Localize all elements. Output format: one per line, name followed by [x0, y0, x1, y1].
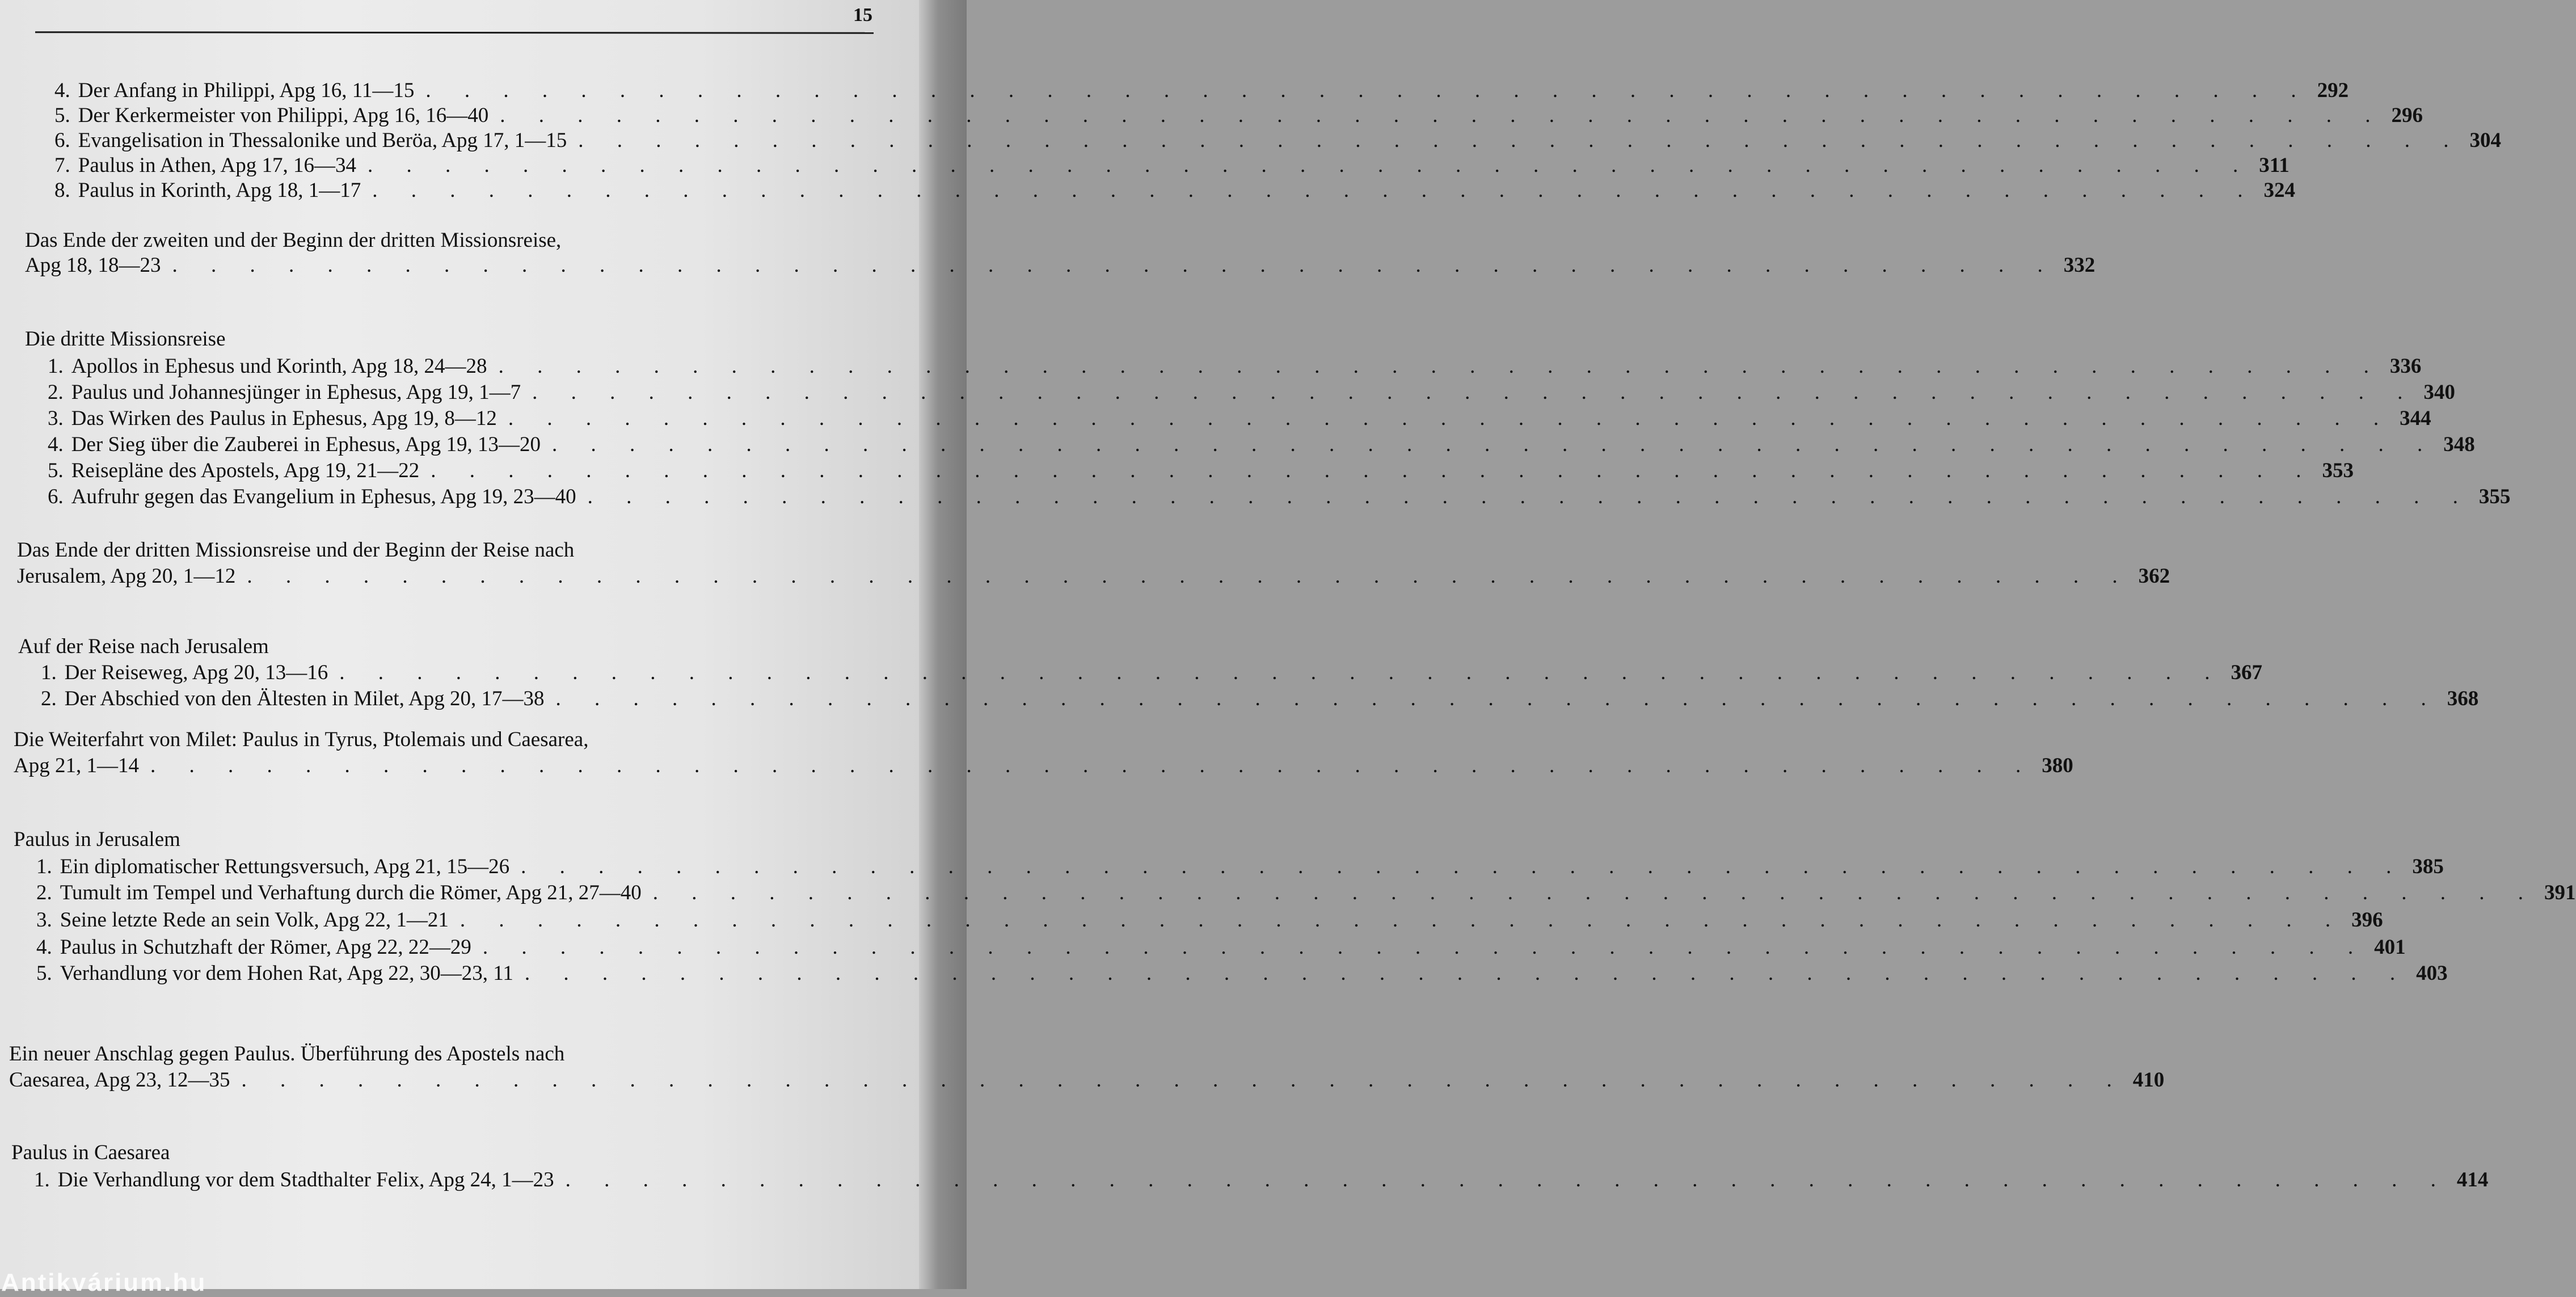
toc-entry[interactable]	[41, 660, 2262, 685]
toc-entry[interactable]	[36, 961, 2448, 986]
leader-dots: . . . . . . . . . . . . . . . . . . . . . . . . . . . . . . . . . . . . . . . . . . . . . . . . .	[150, 754, 2035, 777]
entry-number: 4.	[36, 936, 52, 959]
leader-dots: . . . . . . . . . . . . . . . . . . . . . . . . . . . . . . . . . . . . . . . . . . . . . . . . .	[652, 881, 2538, 904]
toc-entry[interactable]	[36, 881, 2576, 905]
entry-number: 5.	[48, 459, 64, 482]
entry-number: 8.	[54, 179, 70, 202]
entry-title: Der Kerkermeister von Philippi, Apg 16, 16—40	[78, 104, 489, 127]
toc-entry[interactable]	[48, 485, 2511, 509]
toc-entry[interactable]	[25, 253, 2096, 277]
entry-title: Caesarea, Apg 23, 12—35	[9, 1068, 230, 1092]
toc-entry[interactable]	[41, 687, 2479, 711]
entry-number: 6.	[48, 485, 64, 508]
entry-number: 4.	[54, 79, 70, 102]
leader-dots: . . . . . . . . . . . . . . . . . . . . . . . . . . . . . . . . . . . . . . . . . . . . . . . . .	[508, 407, 2393, 430]
entry-number: 5.	[36, 962, 52, 985]
entry-title: Der Reiseweg, Apg 20, 13—16	[64, 661, 328, 684]
entry-title: Apollos in Ephesus und Korinth, Apg 18, 24—28	[71, 355, 487, 378]
leader-dots: . . . . . . . . . . . . . . . . . . . . . . . . . . . . . . . . . . . . . . . . . . . . . . . . .	[247, 565, 2132, 588]
entry-page-number: 403	[2416, 962, 2448, 985]
toc-entry[interactable]	[54, 78, 2349, 103]
entry-number: 3.	[48, 407, 64, 430]
entry-page-number: 410	[2132, 1068, 2165, 1092]
leader-dots: . . . . . . . . . . . . . . . . . . . . . . . . . . . . . . . . . . . . . . . . . . . . . . . . .	[521, 855, 2406, 878]
entry-number: 1.	[36, 855, 52, 878]
toc-entry[interactable]	[36, 935, 2406, 959]
entry-page-number: 362	[2138, 565, 2170, 588]
toc-entry[interactable]	[48, 354, 2422, 378]
entry-number: 1.	[34, 1168, 50, 1191]
toc-entry[interactable]	[54, 153, 2290, 178]
entry-page-number: 391	[2544, 881, 2576, 904]
section-heading: Die dritte Missionsreise	[25, 327, 226, 351]
entry-page-number: 401	[2374, 936, 2406, 959]
toc-entry[interactable]	[36, 908, 2383, 932]
entry-page-number: 355	[2478, 485, 2511, 508]
leader-dots: . . . . . . . . . . . . . . . . . . . . . . . . . . . . . . . . . . . . . . . . . . . . . . . . .	[587, 485, 2472, 508]
toc-entry[interactable]	[48, 380, 2455, 405]
toc-entry[interactable]	[36, 854, 2444, 879]
section-heading-line: Die Weiterfahrt von Milet: Paulus in Tyrus, Ptolemais und Caesarea,	[14, 728, 589, 751]
entry-page-number: 414	[2456, 1168, 2489, 1191]
entry-title: Paulus und Johannesjünger in Ephesus, Apg 19, 1—7	[71, 381, 521, 404]
entry-number: 2.	[48, 381, 64, 404]
leader-dots: . . . . . . . . . . . . . . . . . . . . . . . . . . . . . . . . . . . . . . . . . . . . . . . . .	[532, 381, 2417, 404]
toc-entry[interactable]	[54, 178, 2295, 203]
leader-dots: . . . . . . . . . . . . . . . . . . . . . . . . . . . . . . . . . . . . . . . . . . . . . . . . .	[368, 154, 2253, 177]
entry-title: Paulus in Athen, Apg 17, 16—34	[78, 154, 357, 177]
entry-page-number: 324	[2263, 179, 2295, 202]
entry-title: Der Abschied von den Ältesten in Milet, Apg 20, 17—38	[64, 687, 545, 710]
entry-page-number: 348	[2443, 433, 2475, 456]
entry-title: Ein diplomatischer Rettungsversuch, Apg 21, 15—26	[60, 855, 510, 878]
section-heading-line: Das Ende der dritten Missionsreise und der Beginn der Reise nach	[17, 538, 575, 562]
entry-page-number: 340	[2423, 381, 2455, 404]
entry-number: 2.	[41, 687, 57, 710]
entry-title: Jerusalem, Apg 20, 1—12	[17, 565, 236, 588]
entry-number: 3.	[36, 908, 52, 932]
leader-dots: . . . . . . . . . . . . . . . . . . . . . . . . . . . . . . . . . . . . . . . . . . . . . . . . .	[524, 962, 2410, 985]
entry-page-number: 385	[2412, 855, 2444, 878]
section-heading: Paulus in Jerusalem	[14, 828, 180, 851]
leader-dots: . . . . . . . . . . . . . . . . . . . . . . . . . . . . . . . . . . . . . . . . . . . . . . . . .	[565, 1168, 2450, 1191]
entry-title: Reisepläne des Apostels, Apg 19, 21—22	[71, 459, 420, 482]
leader-dots: . . . . . . . . . . . . . . . . . . . . . . . . . . . . . . . . . . . . . . . . . . . . . . . . .	[555, 687, 2440, 710]
leader-dots: . . . . . . . . . . . . . . . . . . . . . . . . . . . . . . . . . . . . . . . . . . . . . . . . .	[498, 355, 2383, 378]
entry-page-number: 292	[2317, 79, 2349, 102]
entry-title: Aufruhr gegen das Evangelium in Ephesus, Apg 19, 23—40	[71, 485, 576, 508]
entry-number: 5.	[54, 104, 70, 127]
entry-title: Apg 21, 1—14	[14, 754, 139, 777]
entry-title: Die Verhandlung vor dem Stadthalter Felix, Apg 24, 1—23	[57, 1168, 554, 1191]
entry-page-number: 353	[2322, 459, 2354, 482]
leader-dots: . . . . . . . . . . . . . . . . . . . . . . . . . . . . . . . . . . . . . . . . . . . . . . . . .	[482, 936, 2368, 959]
toc-entry[interactable]	[54, 103, 2423, 128]
page-number: 15	[853, 5, 872, 26]
leader-dots: . . . . . . . . . . . . . . . . . . . . . . . . . . . . . . . . . . . . . . . . . . . . . . . . .	[339, 661, 2224, 684]
entry-page-number: 336	[2389, 355, 2422, 378]
entry-number: 7.	[54, 154, 70, 177]
leader-dots: . . . . . . . . . . . . . . . . . . . . . . . . . . . . . . . . . . . . . . . . . . . . . . . . .	[172, 254, 2057, 277]
toc-entry[interactable]	[14, 753, 2073, 778]
entry-title: Der Anfang in Philippi, Apg 16, 11—15	[78, 79, 415, 102]
entry-page-number: 311	[2259, 154, 2290, 177]
entry-page-number: 368	[2447, 687, 2479, 710]
toc-entry[interactable]	[9, 1068, 2165, 1092]
entry-title: Paulus in Schutzhaft der Römer, Apg 22, 22—29	[60, 936, 471, 959]
entry-page-number: 296	[2391, 104, 2423, 127]
entry-title: Der Sieg über die Zauberei in Ephesus, Apg 19, 13—20	[71, 433, 541, 456]
entry-title: Verhandlung vor dem Hohen Rat, Apg 22, 30—23, 11	[60, 962, 513, 985]
entry-title: Das Wirken des Paulus in Ephesus, Apg 19, 8—12	[71, 407, 497, 430]
entry-page-number: 344	[2400, 407, 2431, 430]
toc-entry[interactable]	[34, 1168, 2489, 1192]
leader-dots: . . . . . . . . . . . . . . . . . . . . . . . . . . . . . . . . . . . . . . . . . . . . . . . . .	[551, 433, 2437, 456]
toc-entry[interactable]	[48, 458, 2354, 483]
leader-dots: . . . . . . . . . . . . . . . . . . . . . . . . . . . . . . . . . . . . . . . . . . . . . . . . .	[372, 179, 2257, 202]
entry-page-number: 380	[2042, 754, 2073, 777]
entry-page-number: 304	[2469, 129, 2501, 152]
entry-title: Evangelisation in Thessalonike und Beröa, Apg 17, 1—15	[78, 129, 567, 152]
entry-title: Seine letzte Rede an sein Volk, Apg 22, 1—21	[60, 908, 449, 932]
entry-page-number: 396	[2351, 908, 2383, 932]
watermark: Antikvárium.hu	[1, 1269, 207, 1296]
toc-entry[interactable]	[54, 128, 2501, 153]
entry-page-number: 367	[2231, 661, 2262, 684]
leader-dots: . . . . . . . . . . . . . . . . . . . . . . . . . . . . . . . . . . . . . . . . . . . . . . . . .	[500, 104, 2385, 127]
toc-entry[interactable]	[48, 406, 2431, 431]
entry-number: 1.	[48, 355, 64, 378]
leader-dots: . . . . . . . . . . . . . . . . . . . . . . . . . . . . . . . . . . . . . . . . . . . . . . . . .	[578, 129, 2463, 152]
leader-dots: . . . . . . . . . . . . . . . . . . . . . . . . . . . . . . . . . . . . . . . . . . . . . . . . .	[431, 459, 2316, 482]
entry-number: 4.	[48, 433, 64, 456]
section-heading: Auf der Reise nach Jerusalem	[18, 635, 269, 658]
section-heading-line: Das Ende der zweiten und der Beginn der dritten Missionsreise,	[25, 229, 562, 252]
entry-page-number: 332	[2063, 254, 2096, 277]
leader-dots: . . . . . . . . . . . . . . . . . . . . . . . . . . . . . . . . . . . . . . . . . . . . . . . . .	[241, 1068, 2126, 1092]
entry-number: 1.	[41, 661, 57, 684]
section-heading: Paulus in Caesarea	[11, 1141, 170, 1164]
entry-title: Tumult im Tempel und Verhaftung durch die Römer, Apg 21, 27—40	[60, 881, 642, 904]
entry-number: 6.	[54, 129, 70, 152]
section-heading-line: Ein neuer Anschlag gegen Paulus. Überführung des Apostels nach	[9, 1042, 565, 1066]
toc-entry[interactable]	[48, 432, 2475, 457]
entry-title: Apg 18, 18—23	[25, 254, 161, 277]
entry-number: 2.	[36, 881, 52, 904]
entry-title: Paulus in Korinth, Apg 18, 1—17	[78, 179, 361, 202]
leader-dots: . . . . . . . . . . . . . . . . . . . . . . . . . . . . . . . . . . . . . . . . . . . . . . . . .	[459, 908, 2345, 932]
toc-entry[interactable]	[17, 564, 2170, 588]
leader-dots: . . . . . . . . . . . . . . . . . . . . . . . . . . . . . . . . . . . . . . . . . . . . . . . . .	[425, 79, 2311, 102]
